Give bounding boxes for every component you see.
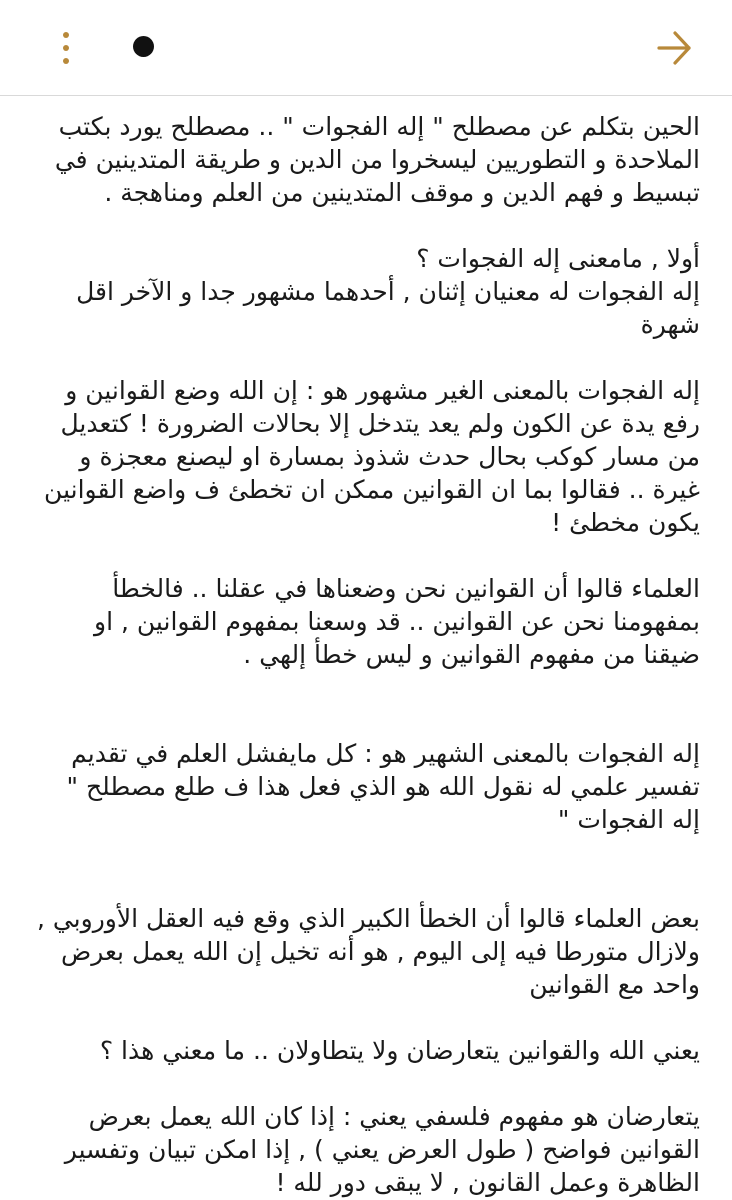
note-paragraph: إله الفجوات بالمعنى الشهير هو : كل مايفشل العلم في تقديم تفسير علمي له نقول الله هو الذي فعل هذا ف طلع مصطلح " إله الفجوات " (66, 739, 700, 834)
note-content (36, 110, 700, 1199)
more-vertical-icon (63, 32, 69, 64)
filled-circle-icon (133, 36, 154, 57)
note-paragraph: أولا , مامعنى إله الفجوات ؟ إله الفجوات له معنيان إثنان , أحدهما مشهور جدا و الآخر اقل شهرة (76, 244, 700, 339)
note-paragraph: يتعارضان هو مفهوم فلسفي يعني : إذا كان الله يعمل بعرض القوانين فواضح ( طول العرض يعني ) , إذا امكن تبيان وتفسير الظاهرة وعمل القانون , لا يبقى دور لله ! (64, 1102, 700, 1197)
note-paragraph: يعني الله والقوانين يتعارضان ولا يتطاولان .. ما معني هذا ؟ (99, 1036, 700, 1065)
arrow-right-icon (648, 22, 700, 74)
note-paragraph: إله الفجوات بالمعنى الغير مشهور هو : إن الله وضع القوانين و رفع يدة عن الكون ولم يعد يتدخل إلا بحالات الضرورة ! كتعديل من مسار كوكب بحال حدث شذوذ بمسارة او ليصنع معجزة و غيرة .. فقالوا بما ان القوانين ممكن ان تخطئ ف واضع القوانين يكون مخطئ ! (44, 376, 700, 537)
back-button[interactable] (648, 22, 700, 74)
note-paragraph: العلماء قالوا أن القوانين نحن وضعناها في عقلنا .. فالخطأ بمفهومنا نحن عن القوانين .. قد وسعنا بمفهوم القوانين , او ضيقنا من مفهوم القوانين و ليس خطأ إلهي . (94, 574, 700, 669)
more-options-button[interactable] (46, 26, 86, 70)
note-paragraph: بعض العلماء قالوا أن الخطأ الكبير الذي وقع فيه العقل الأوروبي , ولازال متورطا فيه إلى اليوم , هو أنه تخيل إن الله يعمل بعرض واحد مع القوانين (36, 904, 700, 999)
toolbar (0, 0, 732, 96)
note-paragraph: الحين بتكلم عن مصطلح " إله الفجوات " .. مصطلح يورد بكتب الملاحدة و التطوريين ليسخروا من الدين و طريقة المتدينين في تبسيط و فهم الدين و موقف المتدينين من العلم ومناهجة . (54, 112, 700, 207)
